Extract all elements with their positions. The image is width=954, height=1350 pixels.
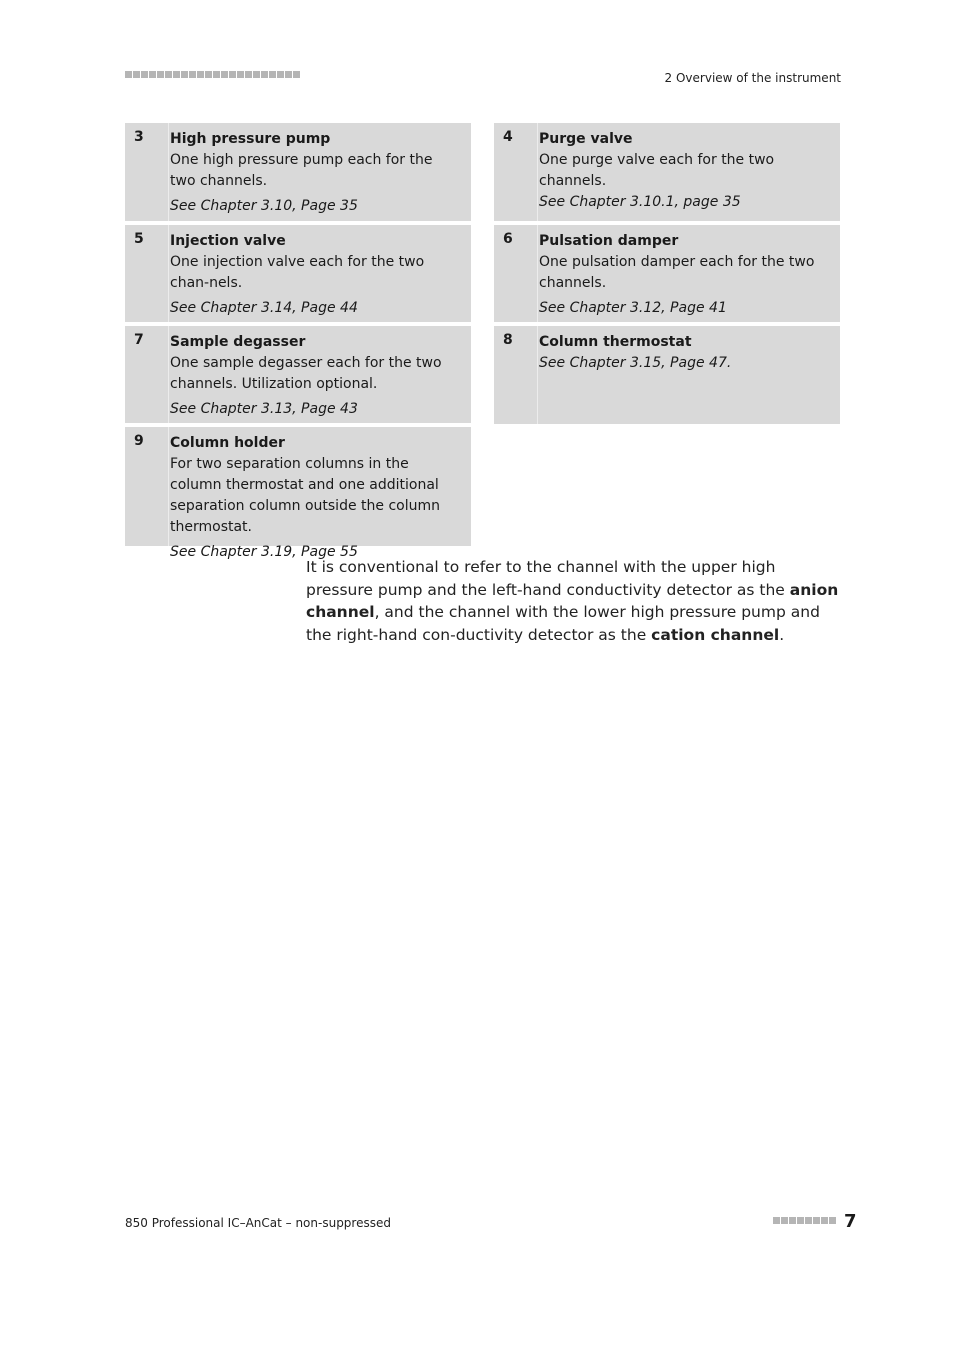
item-reference[interactable]: See Chapter 3.19, Page 55 <box>170 544 358 560</box>
paragraph-text-1: It is conventional to refer to the channel with the upper high pressure pump and the left-hand conductivity detector as the <box>306 558 790 599</box>
page-number: 7 <box>844 1211 857 1232</box>
item-description: For two separation columns in the column thermostat and one additional separation column outside the column thermostat. <box>170 456 440 535</box>
item-number: 9 <box>125 427 169 546</box>
item-description: One purge valve each for the two channels. <box>539 152 775 189</box>
item-reference[interactable]: See Chapter 3.10.1, page 35 <box>539 194 741 210</box>
legend-item-7 <box>125 326 471 423</box>
item-reference[interactable]: See Chapter 3.10, Page 35 <box>170 198 358 214</box>
item-title: Purge valve <box>539 131 633 147</box>
legend-item-9 <box>125 427 471 560</box>
item-title: High pressure pump <box>170 131 331 147</box>
paragraph-text-2: , and the channel with the lower high pressure pump and the right-hand con-ductivity detector as the <box>306 603 820 644</box>
cation-channel-term: cation channel <box>651 625 780 644</box>
footer-decoration <box>773 1217 836 1224</box>
item-number: 4 <box>494 123 538 221</box>
legend-item-8 <box>494 326 840 424</box>
body-paragraph <box>306 556 846 646</box>
item-description: One sample degasser each for the two channels. Utilization optional. <box>170 355 442 392</box>
legend-item-6 <box>494 225 840 322</box>
item-number: 8 <box>494 326 538 424</box>
anion-channel-term: anion channel <box>306 580 839 621</box>
item-reference[interactable]: See Chapter 3.12, Page 41 <box>539 300 727 316</box>
item-title: Pulsation damper <box>539 233 679 249</box>
header-section-title: 2 Overview of the instrument <box>664 71 841 85</box>
header-decoration <box>125 71 300 80</box>
item-number: 7 <box>125 326 169 423</box>
item-description: One pulsation damper each for the two channels. <box>539 254 815 291</box>
item-number: 5 <box>125 225 169 322</box>
footer-product-name: 850 Professional IC–AnCat – non-suppressed <box>125 1216 391 1230</box>
item-number: 3 <box>125 123 169 221</box>
item-title: Sample degasser <box>170 334 306 350</box>
item-description: One high pressure pump each for the two channels. <box>170 152 433 189</box>
item-reference[interactable]: See Chapter 3.14, Page 44 <box>170 300 358 316</box>
legend-item-3 <box>125 123 471 221</box>
item-title: Column holder <box>170 435 285 451</box>
item-description: One injection valve each for the two chan-nels. <box>170 254 425 291</box>
item-number: 6 <box>494 225 538 322</box>
legend-item-5 <box>125 225 471 322</box>
item-title: Column thermostat <box>539 334 692 350</box>
item-title: Injection valve <box>170 233 286 249</box>
paragraph-text-3: . <box>779 625 785 644</box>
item-reference[interactable]: See Chapter 3.13, Page 43 <box>170 401 358 417</box>
item-reference[interactable]: See Chapter 3.15, Page 47. <box>539 355 732 371</box>
legend-item-4 <box>494 123 840 221</box>
